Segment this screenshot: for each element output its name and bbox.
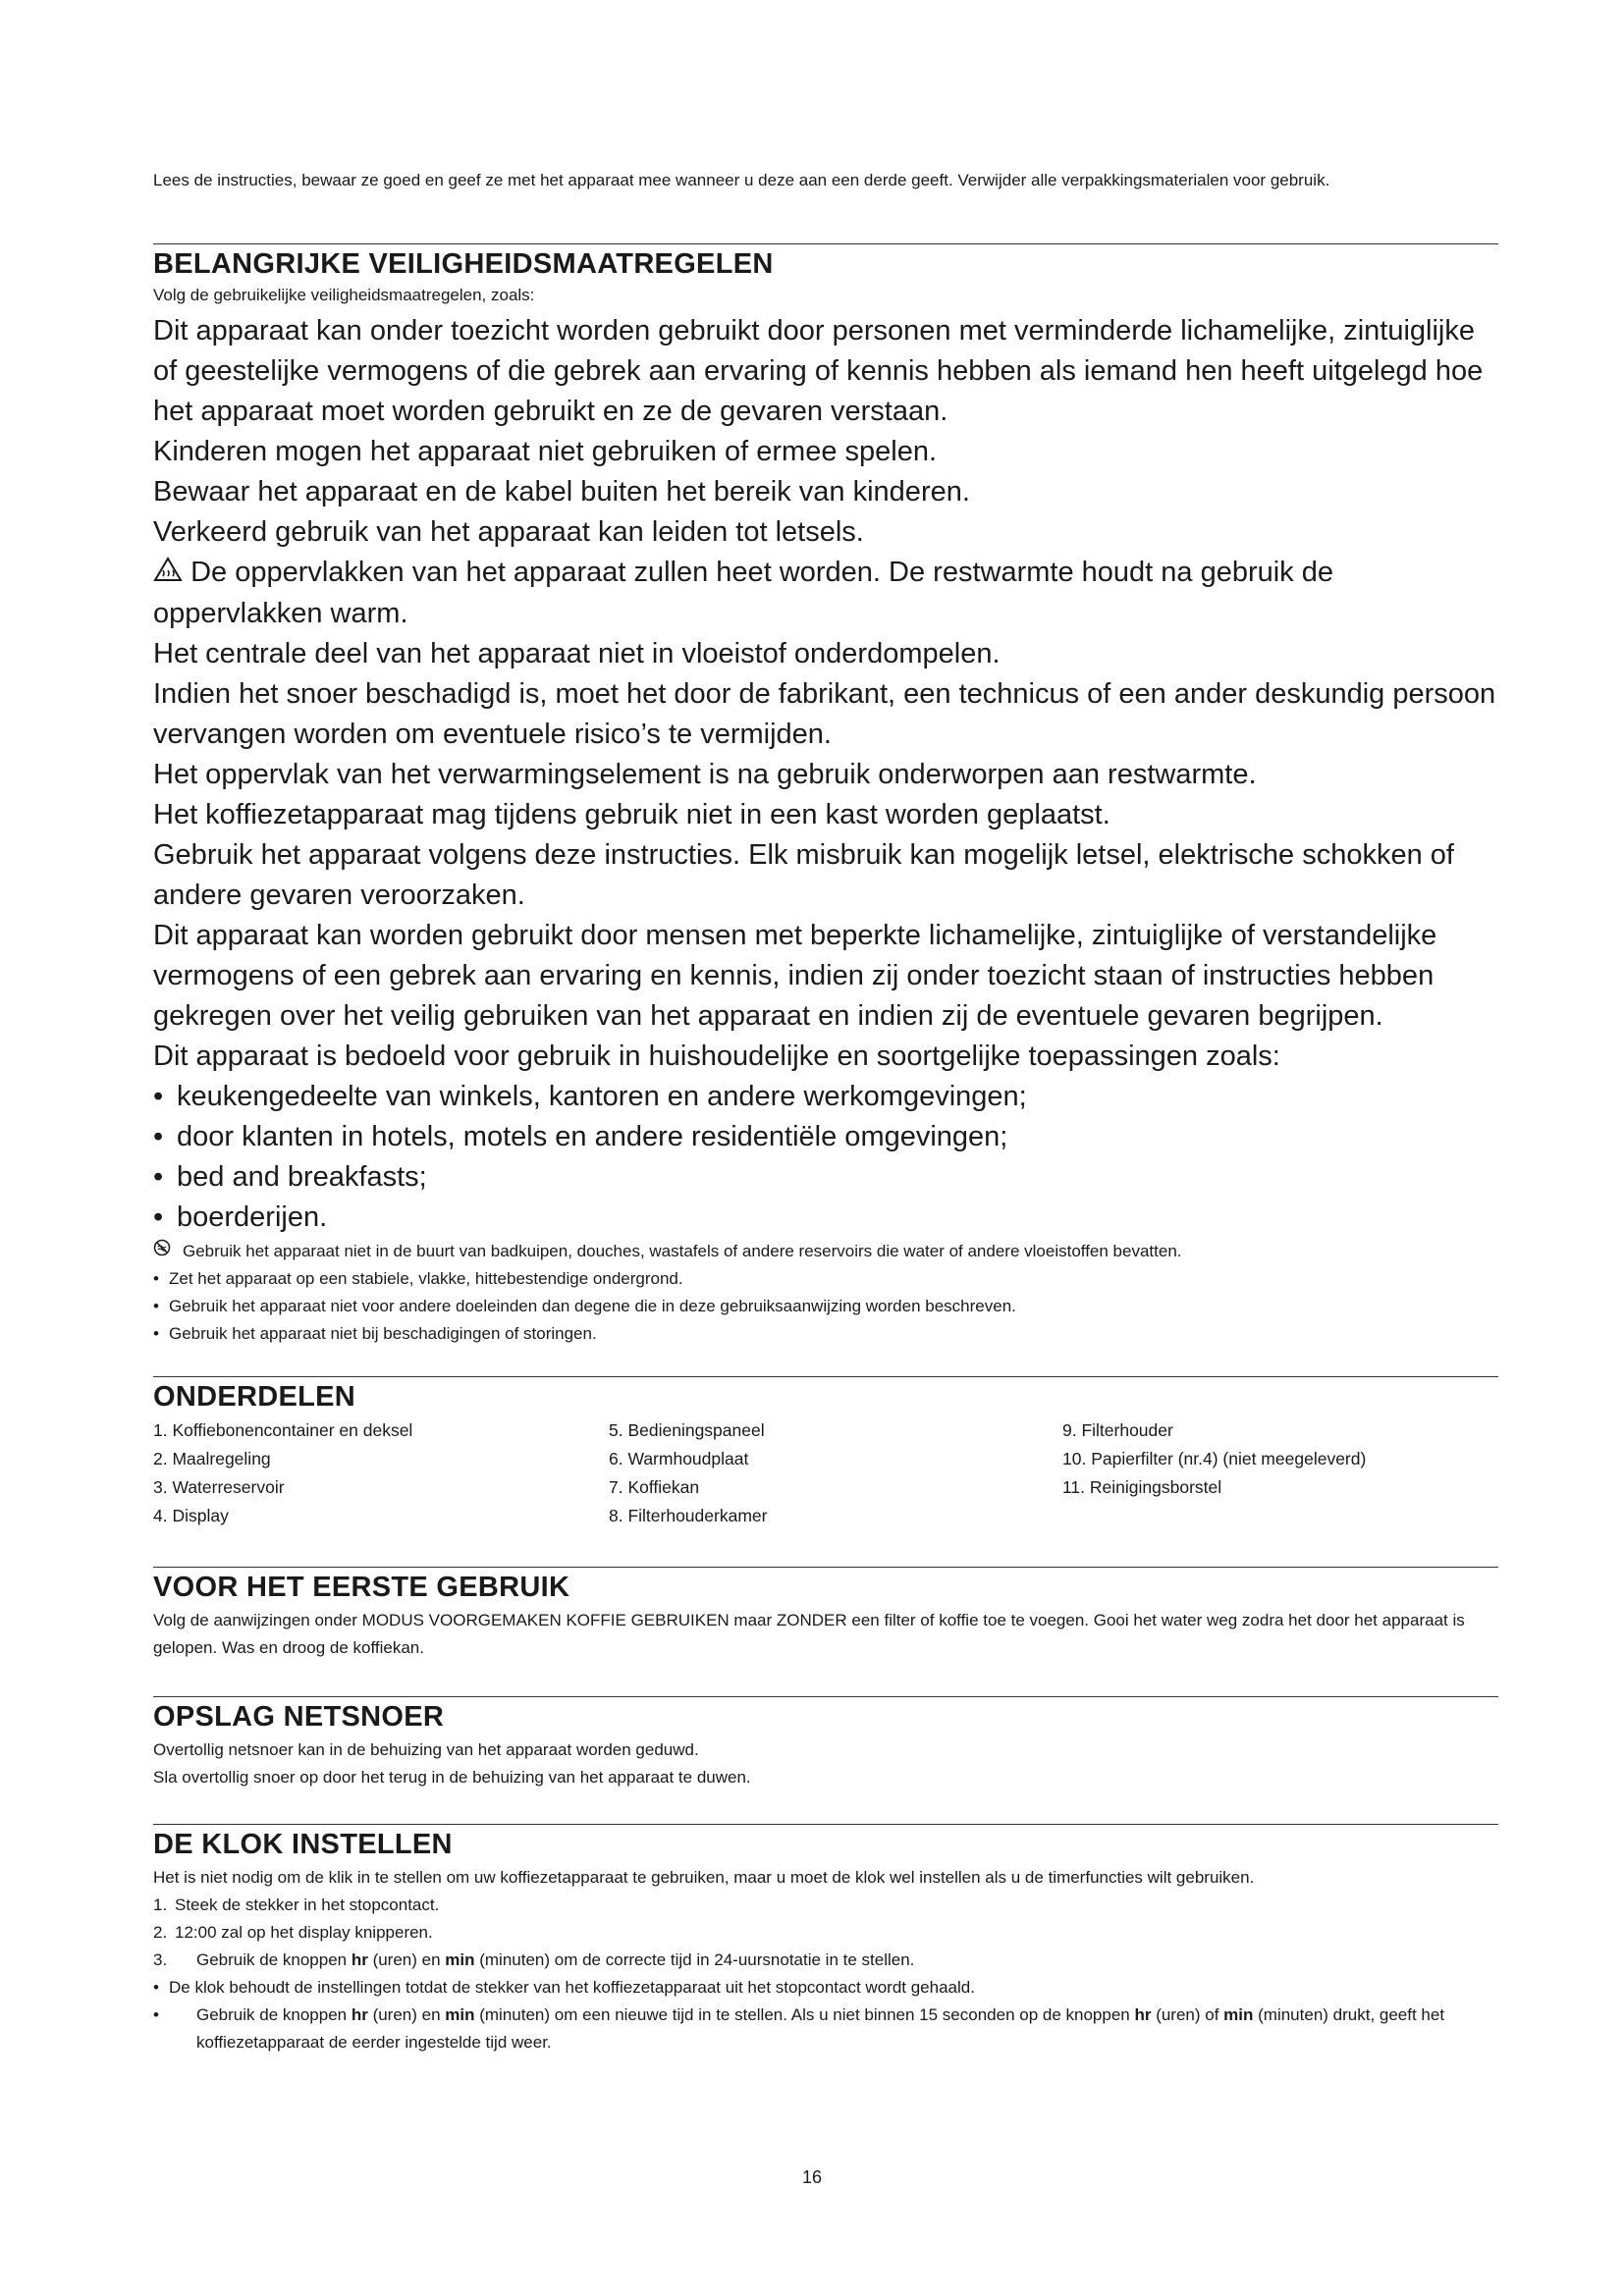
- part-item: 11. Reinigingsborstel: [1062, 1477, 1222, 1497]
- bullet-marker: •: [153, 1268, 159, 1288]
- water-warning-text: Gebruik het apparaat niet in de buurt van badkuipen, douches, wastafels of andere reservoirs die water of andere vloeistoffen bevatten.: [183, 1241, 1182, 1260]
- list-item: [153, 1238, 1498, 1265]
- hot-surface-warning-icon: [153, 554, 183, 594]
- bullet-marker: •: [153, 1120, 164, 1152]
- bullet-marker: •: [153, 1323, 159, 1343]
- step-text: 12:00 zal op het display knipperen.: [175, 1923, 433, 1942]
- part-item: 3. Waterreservoir: [153, 1477, 285, 1497]
- part-item: 8. Filterhouderkamer: [609, 1506, 768, 1525]
- part-item: 10. Papierfilter (nr.4) (niet meegeleverd): [1062, 1449, 1367, 1468]
- cord-storage-section: [153, 1696, 1498, 1791]
- list-item: [153, 1974, 1498, 2002]
- list-item: [153, 1077, 1498, 1117]
- list-item-text: door klanten in hotels, motels en andere residentiële omgevingen;: [177, 1120, 1008, 1152]
- cord-storage-heading: OPSLAG NETSNOER: [153, 1701, 445, 1733]
- page-number: 16: [801, 2167, 823, 2187]
- bullet-marker: •: [153, 1296, 159, 1315]
- safety-paragraph: Verkeerd gebruik van het apparaat kan leiden tot letsels.: [153, 516, 864, 548]
- list-item: [153, 1265, 1498, 1293]
- hot-surface-text: De oppervlakken van het apparaat zullen heet worden. De restwarmte houdt na gebruik de oppervlakken warm.: [153, 557, 1333, 629]
- step-item: [153, 1919, 1498, 1947]
- list-item-text: Zet het apparaat op een stabiele, vlakke, hittebestendige ondergrond.: [169, 1268, 683, 1288]
- intro-text: Lees de instructies, bewaar ze goed en geef ze met het apparaat mee wanneer u deze aan een derde geeft. Verwijder alle verpakkingsmaterialen voor gebruik.: [153, 171, 1330, 189]
- bullet-marker: •: [153, 1080, 164, 1112]
- list-item-text: bed and breakfasts;: [177, 1160, 427, 1193]
- first-use-heading: VOOR HET EERSTE GEBRUIK: [153, 1572, 570, 1603]
- safety-heading: BELANGRIJKE VEILIGHEIDSMAATREGELEN: [153, 248, 774, 280]
- step-number: 2.: [153, 1923, 168, 1942]
- safety-small-text: [153, 1238, 1498, 1348]
- bullet-marker: •: [153, 1978, 159, 1997]
- list-item-text: Gebruik de knoppen hr (uren) en min (minuten) om een nieuwe tijd in te stellen. Als u niet binnen 15 seconden op de knoppen hr (uren) of min (minuten) drukt, geeft het koffiezetapparaat de eerder ingestelde tijd weer.: [196, 2005, 1445, 2052]
- safety-paragraph: Kinderen mogen het apparaat niet gebruiken of ermee spelen.: [153, 436, 938, 467]
- safety-paragraph: Bewaar het apparaat en de kabel buiten het bereik van kinderen.: [153, 476, 970, 507]
- step-item: [153, 1892, 1498, 1919]
- list-item: [153, 1117, 1498, 1157]
- bullet-marker: •: [153, 1160, 164, 1193]
- cord-storage-text: [153, 1736, 1498, 1791]
- list-item-text: boerderijen.: [177, 1201, 328, 1233]
- list-item: [153, 2002, 1498, 2056]
- safety-paragraph-hot-surface: [153, 553, 1498, 634]
- part-item: 1. Koffiebonencontainer en deksel: [153, 1420, 413, 1440]
- safety-paragraph: Dit apparaat kan onder toezicht worden gebruikt door personen met verminderde lichamelijke, zintuiglijke of geestelijke vermogens of die gebrek aan ervaring of kennis hebben als iemand hen heeft uitgelegd hoe het apparaat moet worden gebruikt en ze de gevaren verstaan.: [153, 315, 1484, 427]
- bullet-marker: •: [153, 1201, 164, 1233]
- list-item: [153, 1293, 1498, 1320]
- do-not-immerse-icon: [153, 1238, 177, 1265]
- parts-column: [153, 1416, 609, 1530]
- part-item: 9. Filterhouder: [1062, 1420, 1173, 1440]
- parts-column: [1062, 1416, 1494, 1530]
- safety-paragraph: Indien het snoer beschadigd is, moet het door de fabrikant, een technicus of een ander deskundig persoon vervangen worden om eventuele risico’s te vermijden.: [153, 677, 1496, 750]
- clock-section: [153, 1824, 1498, 2056]
- parts-heading: ONDERDELEN: [153, 1381, 356, 1413]
- cord-line: Overtollig netsnoer kan in de behuizing van het apparaat worden geduwd.: [153, 1740, 699, 1759]
- first-use-text: Volg de aanwijzingen onder MODUS VOORGEMAKEN KOFFIE GEBRUIKEN maar ZONDER een filter of koffie toe te voegen. Gooi het water weg zodra het door het apparaat is gelopen. Was en droog de koffiekan.: [153, 1611, 1465, 1657]
- safety-paragraph: Het koffiezetapparaat mag tijdens gebruik niet in een kast worden geplaatst.: [153, 798, 1110, 830]
- list-item-text: Gebruik het apparaat niet bij beschadigingen of storingen.: [169, 1323, 597, 1343]
- safety-paragraph: Dit apparaat is bedoeld voor gebruik in huishoudelijke en soortgelijke toepassingen zoals:: [153, 1040, 1280, 1072]
- part-item: 2. Maalregeling: [153, 1449, 271, 1468]
- step-number: 1.: [153, 1896, 168, 1914]
- list-item: [153, 1198, 1498, 1238]
- step-number: 3.: [153, 1950, 168, 1969]
- step-text: Gebruik de knoppen hr (uren) en min (minuten) om de correcte tijd in 24-uursnotatie in te stellen.: [196, 1950, 915, 1969]
- bullet-marker: •: [153, 2005, 159, 2024]
- part-item: 5. Bedieningspaneel: [609, 1420, 765, 1440]
- parts-section: [153, 1376, 1498, 1530]
- step-item: [153, 1947, 1498, 1974]
- safety-subtitle: Volg de gebruikelijke veiligheidsmaatregelen, zoals:: [153, 286, 535, 304]
- safety-paragraph: Dit apparaat kan worden gebruikt door mensen met beperkte lichamelijke, zintuiglijke of verstandelijke vermogens of een gebrek aan ervaring en kennis, indien zij onder toezicht staan of instructies hebben gekregen over het veilig gebruiken van het apparaat en indien zij de eventuele gevaren begrijpen.: [153, 919, 1437, 1032]
- part-item: 6. Warmhoudplaat: [609, 1449, 749, 1468]
- safety-section: [153, 243, 1498, 1348]
- list-item-text: Gebruik het apparaat niet voor andere doeleinden dan degene die in deze gebruiksaanwijzing worden beschreven.: [169, 1296, 1016, 1315]
- cord-line: Sla overtollig snoer op door het terug in de behuizing van het apparaat te duwen.: [153, 1768, 751, 1787]
- parts-list: [153, 1416, 1498, 1530]
- list-item-text: De klok behoudt de instellingen totdat de stekker van het koffiezetapparaat uit het stopcontact wordt gehaald.: [169, 1978, 975, 1997]
- list-item-text: keukengedeelte van winkels, kantoren en andere werkomgevingen;: [177, 1080, 1027, 1112]
- safety-main-text: [153, 311, 1498, 1238]
- clock-heading: DE KLOK INSTELLEN: [153, 1829, 453, 1860]
- safety-paragraph: Het oppervlak van het verwarmingselement is na gebruik onderworpen aan restwarmte.: [153, 758, 1257, 790]
- first-use-section: [153, 1567, 1498, 1662]
- safety-paragraph: Het centrale deel van het apparaat niet in vloeistof onderdompelen.: [153, 637, 1001, 669]
- part-item: 7. Koffiekan: [609, 1477, 700, 1497]
- clock-intro: Het is niet nodig om de klik in te stellen om uw koffiezetapparaat te gebruiken, maar u moet de klok wel instellen als u de timerfuncties wilt gebruiken.: [153, 1868, 1255, 1887]
- parts-column: [609, 1416, 1062, 1530]
- clock-instructions: [153, 1864, 1498, 2056]
- list-item: [153, 1157, 1498, 1198]
- step-text: Steek de stekker in het stopcontact.: [175, 1896, 440, 1914]
- list-item: [153, 1320, 1498, 1348]
- part-item: 4. Display: [153, 1506, 229, 1525]
- safety-paragraph: Gebruik het apparaat volgens deze instructies. Elk misbruik kan mogelijk letsel, elektrische schokken of andere gevaren veroorzaken.: [153, 838, 1454, 911]
